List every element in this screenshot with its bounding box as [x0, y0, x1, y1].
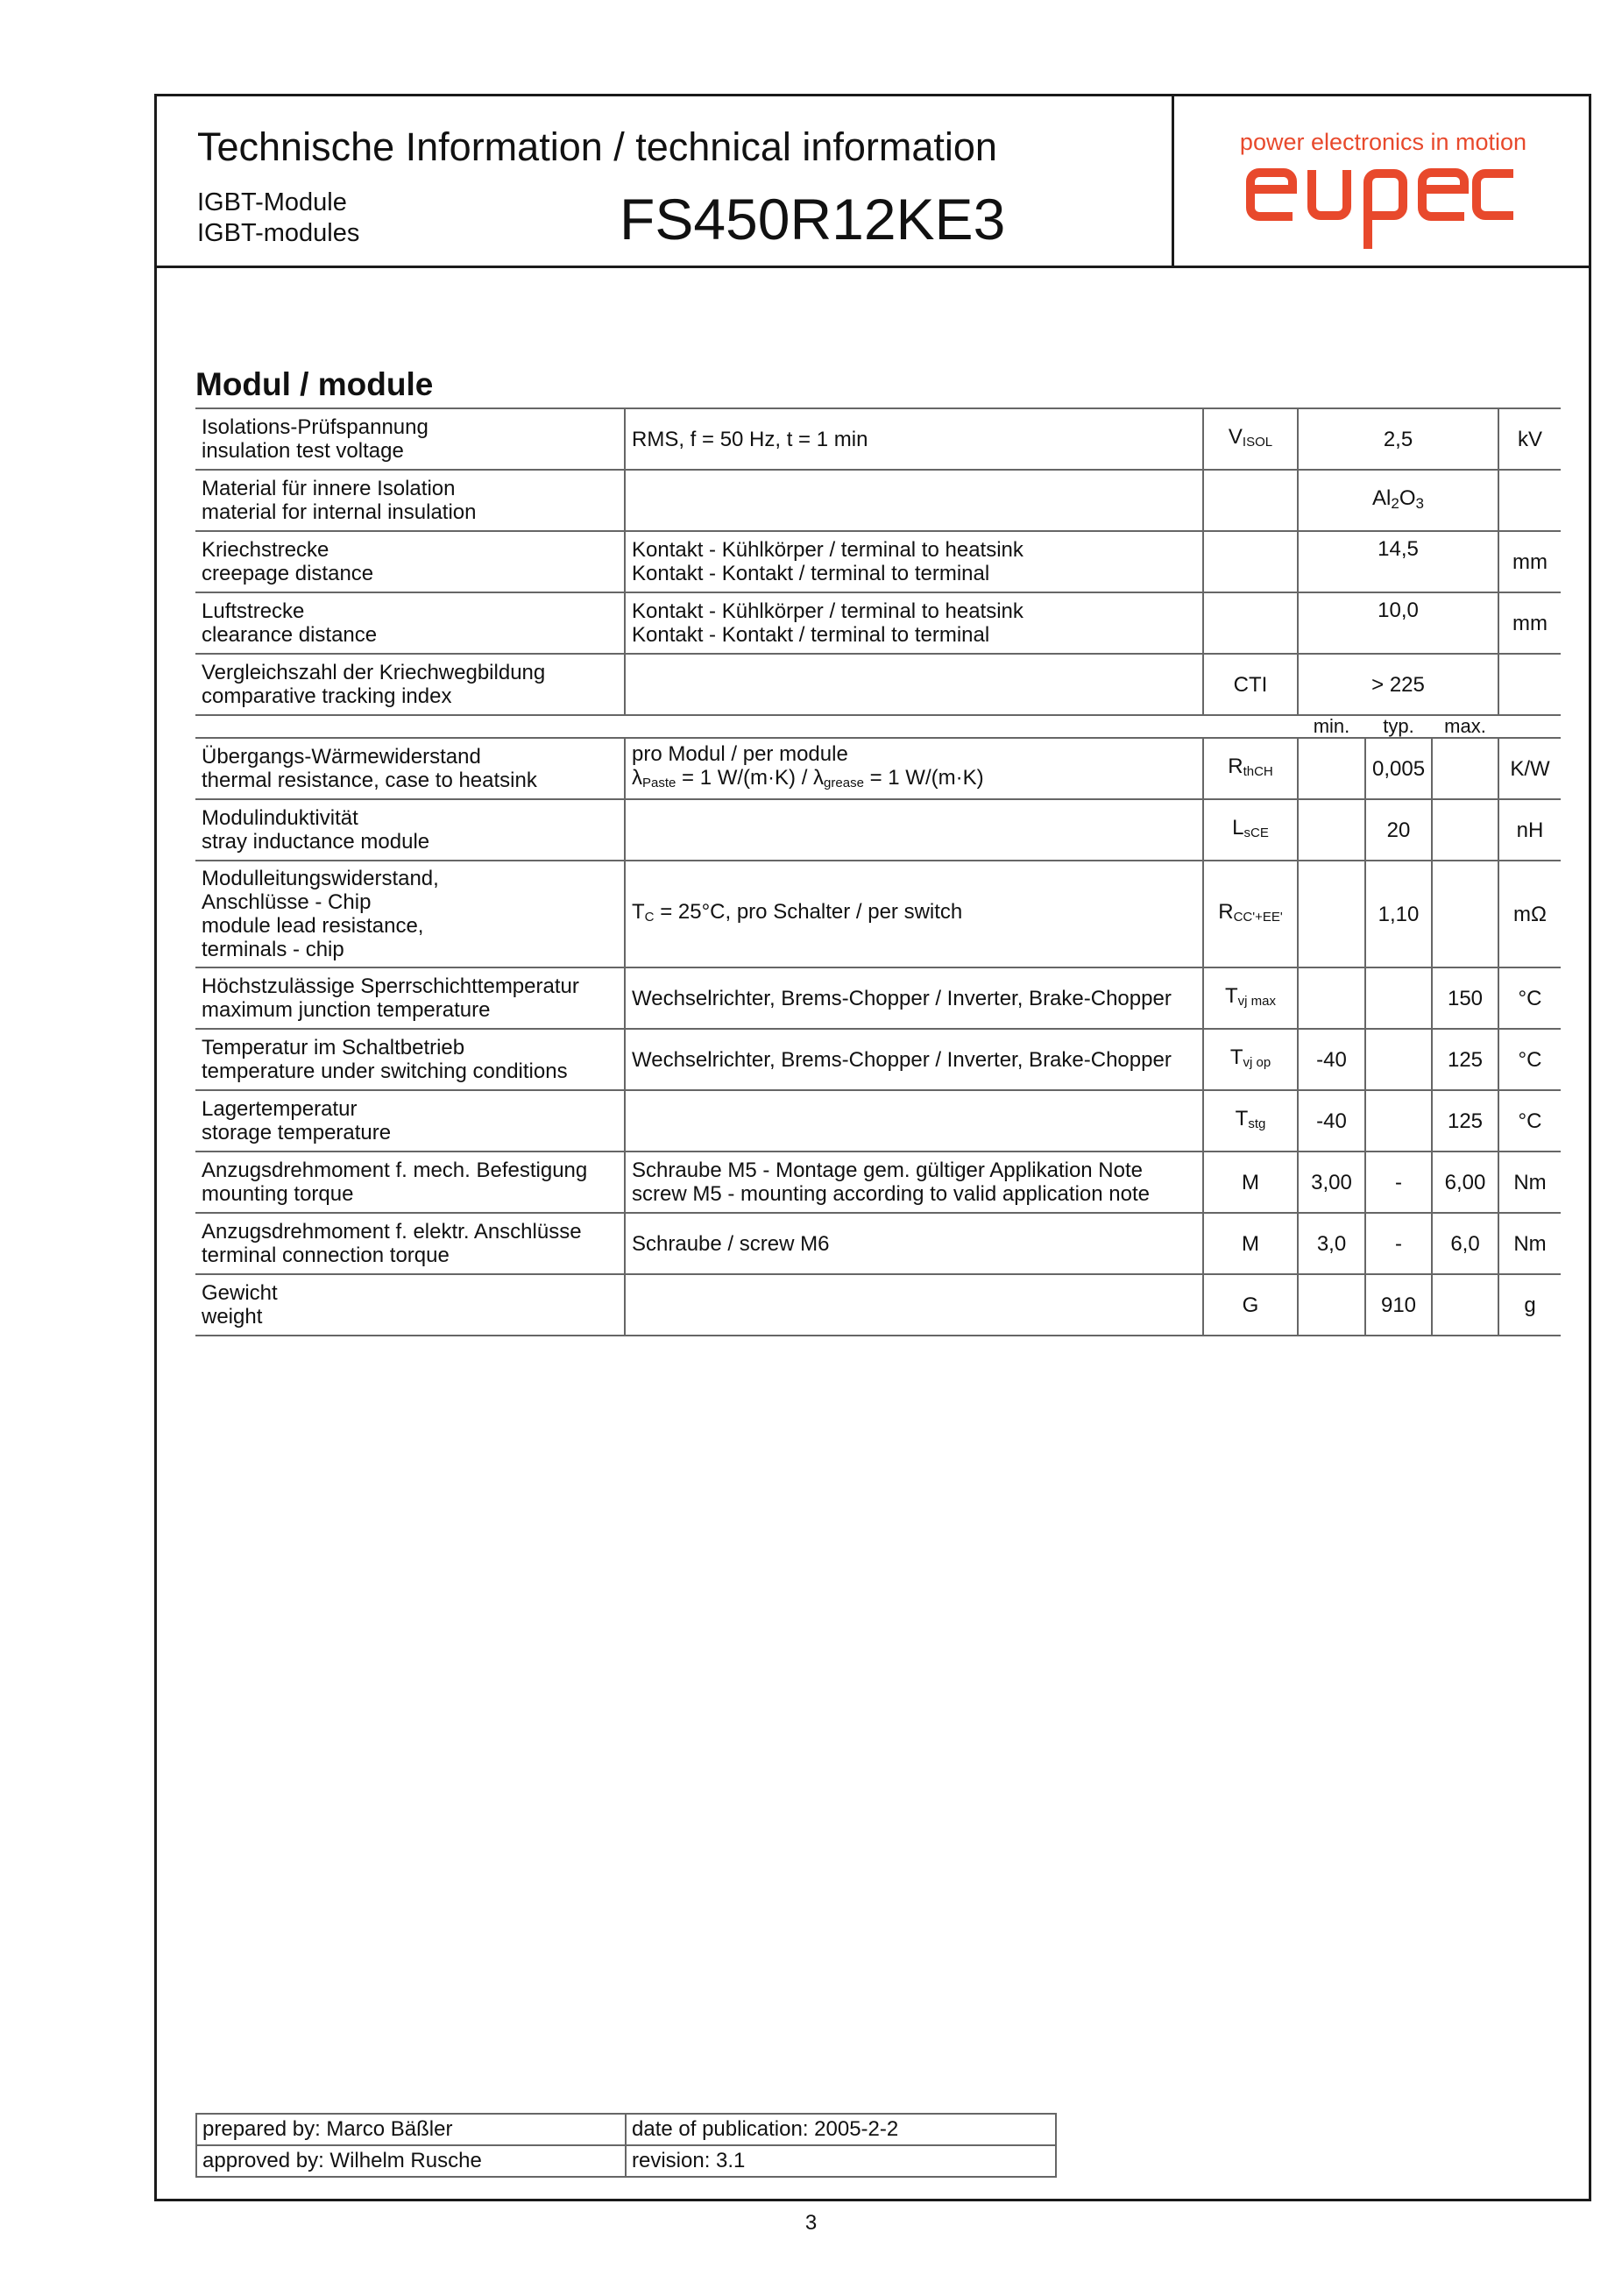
- header-typ: typ.: [1365, 715, 1432, 738]
- spec-row: [195, 861, 1561, 967]
- unit: °C: [1498, 967, 1561, 1029]
- value-max: 6,0: [1432, 1213, 1498, 1274]
- brand-tagline: power electronics in motion: [1239, 129, 1527, 155]
- header-max: max.: [1432, 715, 1498, 738]
- value-min: 3,00: [1298, 1152, 1365, 1213]
- param-en: comparative tracking index: [202, 684, 452, 708]
- page-frame: [154, 94, 1591, 2201]
- eupec-logo-icon: [1245, 159, 1517, 256]
- value-min: [1298, 861, 1365, 967]
- param-en: module lead resistance,: [202, 914, 424, 938]
- prepared-by: prepared by: Marco Bäßler: [196, 2114, 626, 2145]
- unit: g: [1498, 1274, 1561, 1336]
- value-typ: -: [1365, 1213, 1432, 1274]
- unit: °C: [1498, 1029, 1561, 1090]
- param-de: Übergangs-Wärmewiderstand: [202, 745, 481, 769]
- header-divider: [1172, 96, 1174, 266]
- value-typ: 1,10: [1365, 861, 1432, 967]
- symbol: M: [1203, 1152, 1298, 1213]
- value-max: 125: [1432, 1090, 1498, 1152]
- unit: Nm: [1498, 1213, 1561, 1274]
- spec-row: [195, 738, 1561, 799]
- unit: Nm: [1498, 1152, 1561, 1213]
- param-de: Vergleichszahl der Kriechwegbildung: [202, 661, 546, 684]
- value-typ: 0,005: [1365, 738, 1432, 799]
- document-title: Technische Information / technical information: [197, 124, 997, 169]
- symbol: $T_{stg}$: [1203, 1090, 1298, 1152]
- publication-date: date of publication: 2005-2-2: [626, 2114, 1056, 2145]
- value-typ: -: [1365, 1152, 1432, 1213]
- param-de: Modulinduktivität: [202, 806, 358, 830]
- condition: $T_C = 25^\circ C$, pro Schalter / per switch: [625, 861, 1203, 967]
- param-en: weight: [202, 1305, 263, 1329]
- condition: pro Modul / per module $\lambda_{Paste} = 1$ $W/(m\cdot K) / \lambda_{grease} = 1$ W/(m·K): [625, 738, 1203, 799]
- value: Al2O3: [1298, 470, 1498, 531]
- symbol: M: [1203, 1213, 1298, 1274]
- value-typ: 910: [1365, 1274, 1432, 1336]
- condition: Kontakt - Kontakt / terminal to terminal: [632, 562, 990, 585]
- value-min: 3,0: [1298, 1213, 1365, 1274]
- param-de: Anschlüsse - Chip: [202, 890, 372, 914]
- spec-row: [195, 592, 1561, 654]
- param-de: Temperatur im Schaltbetrieb: [202, 1036, 465, 1059]
- condition: screw M5 - mounting according to valid application note: [632, 1182, 1150, 1206]
- param-de: Gewicht: [202, 1281, 278, 1305]
- value-max: [1432, 1274, 1498, 1336]
- param-de: Kriechstrecke: [202, 538, 329, 562]
- revision: revision: 3.1: [626, 2145, 1056, 2177]
- symbol: CTI: [1203, 654, 1298, 715]
- param-en: terminal connection torque: [202, 1244, 450, 1267]
- symbol: G: [1203, 1274, 1298, 1336]
- symbol: $V_{ISOL}$: [1203, 408, 1298, 470]
- unit: mm: [1498, 592, 1561, 654]
- part-number: FS450R12KE3: [620, 187, 1006, 252]
- column-header-row: [195, 715, 1561, 738]
- symbol: $T_{vj max}$: [1203, 967, 1298, 1029]
- value-min: [1298, 738, 1365, 799]
- value-min: [1298, 799, 1365, 861]
- document-subtitle: [197, 188, 359, 249]
- param-en: insulation test voltage: [202, 439, 404, 463]
- value-max: 150: [1432, 967, 1498, 1029]
- unit: °C: [1498, 1090, 1561, 1152]
- param-en: terminals - chip: [202, 938, 344, 961]
- value-min: [1298, 967, 1365, 1029]
- param-en: stray inductance module: [202, 830, 430, 854]
- spec-row: [195, 1152, 1561, 1213]
- symbol: $L_{sCE}$: [1203, 799, 1298, 861]
- spec-row: [195, 408, 1561, 470]
- condition: Kontakt - Kühlkörper / terminal to heatsink: [632, 599, 1023, 623]
- condition: Kontakt - Kühlkörper / terminal to heatsink: [632, 538, 1023, 562]
- value-max: [1432, 738, 1498, 799]
- condition: Schraube M5 - Montage gem. gültiger Applikation Note: [632, 1159, 1143, 1182]
- value-max: 125: [1432, 1029, 1498, 1090]
- spec-row: [195, 799, 1561, 861]
- symbol: $R_{thCH}$: [1203, 738, 1298, 799]
- spec-row: [195, 1029, 1561, 1090]
- value-min: [1298, 1274, 1365, 1336]
- param-en: storage temperature: [202, 1121, 392, 1144]
- value-min: -40: [1298, 1029, 1365, 1090]
- param-en: clearance distance: [202, 623, 378, 647]
- param-en: material for internal insulation: [202, 500, 477, 524]
- document-header: [157, 96, 1589, 268]
- value: 2,5: [1298, 408, 1498, 470]
- param-en: temperature under switching conditions: [202, 1059, 568, 1083]
- value-max: 6,00: [1432, 1152, 1498, 1213]
- spec-row: [195, 654, 1561, 715]
- spec-row: [195, 967, 1561, 1029]
- approval-footer: [195, 2113, 1057, 2178]
- value: > 225: [1298, 654, 1498, 715]
- value-typ: 20: [1365, 799, 1432, 861]
- condition: Schraube / screw M6: [625, 1213, 1203, 1274]
- value-min: -40: [1298, 1090, 1365, 1152]
- param-en: thermal resistance, case to heatsink: [202, 769, 537, 792]
- param-de: Anzugsdrehmoment f. elektr. Anschlüsse: [202, 1220, 582, 1244]
- condition: Wechselrichter, Brems-Chopper / Inverter, Brake-Chopper: [625, 967, 1203, 1029]
- param-de: Höchstzulässige Sperrschichttemperatur: [202, 974, 579, 998]
- unit: mΩ: [1498, 861, 1561, 967]
- param-de: Isolations-Prüfspannung: [202, 415, 429, 439]
- unit: K/W: [1498, 738, 1561, 799]
- brand-logo: [1175, 96, 1591, 266]
- value-max: [1432, 861, 1498, 967]
- param-de: Material für innere Isolation: [202, 477, 456, 500]
- symbol: $T_{vj op}$: [1203, 1029, 1298, 1090]
- unit: mm: [1498, 531, 1561, 592]
- value: 14,5: [1298, 531, 1498, 592]
- param-de: Luftstrecke: [202, 599, 305, 623]
- spec-row: [195, 531, 1561, 592]
- value-max: [1432, 799, 1498, 861]
- module-spec-table: [195, 407, 1561, 1336]
- param-de: Anzugsdrehmoment f. mech. Befestigung: [202, 1159, 588, 1182]
- value-typ: [1365, 1029, 1432, 1090]
- value-typ: [1365, 1090, 1432, 1152]
- approved-by: approved by: Wilhelm Rusche: [196, 2145, 626, 2177]
- page-number: 3: [804, 2211, 818, 2235]
- section-title: Modul / module: [195, 366, 434, 402]
- spec-row: [195, 470, 1561, 531]
- symbol: $R_{CC'+EE'}$: [1203, 861, 1298, 967]
- unit: nH: [1498, 799, 1561, 861]
- spec-row: [195, 1274, 1561, 1336]
- subtitle-en: IGBT-modules: [197, 219, 360, 247]
- spec-row: [195, 1090, 1561, 1152]
- param-de: Lagertemperatur: [202, 1097, 358, 1121]
- header-min: min.: [1298, 715, 1365, 738]
- param-en: maximum junction temperature: [202, 998, 491, 1022]
- value: 10,0: [1298, 592, 1498, 654]
- subtitle-de: IGBT-Module: [197, 188, 347, 216]
- condition: Wechselrichter, Brems-Chopper / Inverter, Brake-Chopper: [625, 1029, 1203, 1090]
- param-de: Modulleitungswiderstand,: [202, 867, 439, 890]
- param-en: mounting torque: [202, 1182, 354, 1206]
- spec-row: [195, 1213, 1561, 1274]
- unit: kV: [1498, 408, 1561, 470]
- param-en: creepage distance: [202, 562, 374, 585]
- condition: RMS, f = 50 Hz, t = 1 min: [632, 427, 868, 451]
- value-typ: [1365, 967, 1432, 1029]
- condition: Kontakt - Kontakt / terminal to terminal: [632, 623, 990, 647]
